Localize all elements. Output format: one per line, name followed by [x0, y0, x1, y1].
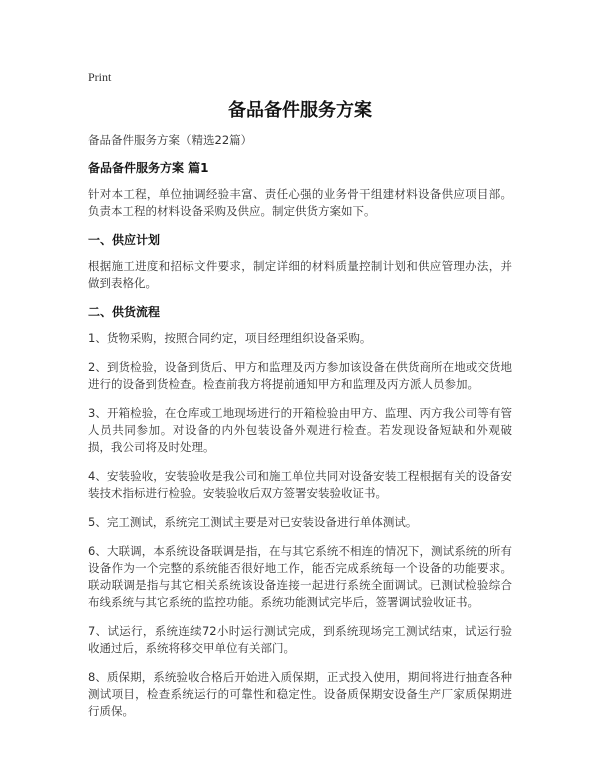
- print-label[interactable]: Print: [88, 70, 112, 84]
- section-title: 备品备件服务方案 篇1: [88, 161, 209, 175]
- document-subtitle: 备品备件服务方案（精选22篇）: [88, 133, 253, 147]
- step-paragraph: 7、试运行，系统连续72小时运行测试完成，到系统现场完工测试结束，试运行验收通过后，系统将移交甲单位有关部门。: [88, 624, 512, 655]
- heading-delivery-process: 二、供货流程: [88, 305, 161, 319]
- intro-paragraph: 针对本工程，单位抽调经验丰富、责任心强的业务骨干组建材料设备供应项目部。负责本工程的材料设备采购及供应。制定供货方案如下。: [88, 187, 512, 218]
- step-paragraph: 3、开箱检验，在仓库或工地现场进行的开箱检验由甲方、监理、丙方我公司等有管人员共同参加。对设备的内外包装设备外观进行检查。若发现设备短缺和外观破损，我公司将及时处理。: [88, 406, 512, 454]
- document-body: [88, 132, 512, 732]
- step-paragraph: 1、货物采购，按照合同约定，项目经理组织设备采购。: [88, 331, 372, 345]
- step-paragraph: 2、到货检验，设备到货后、甲方和监理及丙方参加该设备在供货商所在地或交货地进行的设备到货检查。检查前我方将提前通知甲方和监理及丙方派人员参加。: [88, 360, 512, 391]
- supply-plan-paragraph: 根据施工进度和招标文件要求，制定详细的材料质量控制计划和供应管理办法，并做到表格化。: [88, 259, 512, 290]
- step-paragraph: 6、大联调，本系统设备联调是指，在与其它系统不相连的情况下，测试系统的所有设备作为一个完整的系统能否很好地工作，能否完成系统每一个设备的功能要求。联动联调是指与其它相关系统该设备连接一起进行系统全面调试。已测试检验综合布线系统与其它系统的监控功能。系统功能测试完毕后，签署调试验收证书。: [88, 544, 512, 609]
- step-paragraph: 5、完工测试，系统完工测试主要是对已安装设备进行单体测试。: [88, 515, 418, 529]
- step-paragraph: 8、质保期，系统验收合格后开始进入质保期，正式投入使用，期间将进行抽查各种测试项目，检查系统运行的可靠性和稳定性。设备质保期安设备生产厂家质保期进行质保。: [88, 670, 512, 718]
- heading-supply-plan: 一、供应计划: [88, 233, 161, 247]
- step-paragraph: 4、安装验收，安装验收是我公司和施工单位共同对设备安装工程根据有关的设备安装技术指标进行检验。安装验收后双方签署安装验收证书。: [88, 469, 512, 500]
- document-title: 备品备件服务方案: [228, 100, 372, 121]
